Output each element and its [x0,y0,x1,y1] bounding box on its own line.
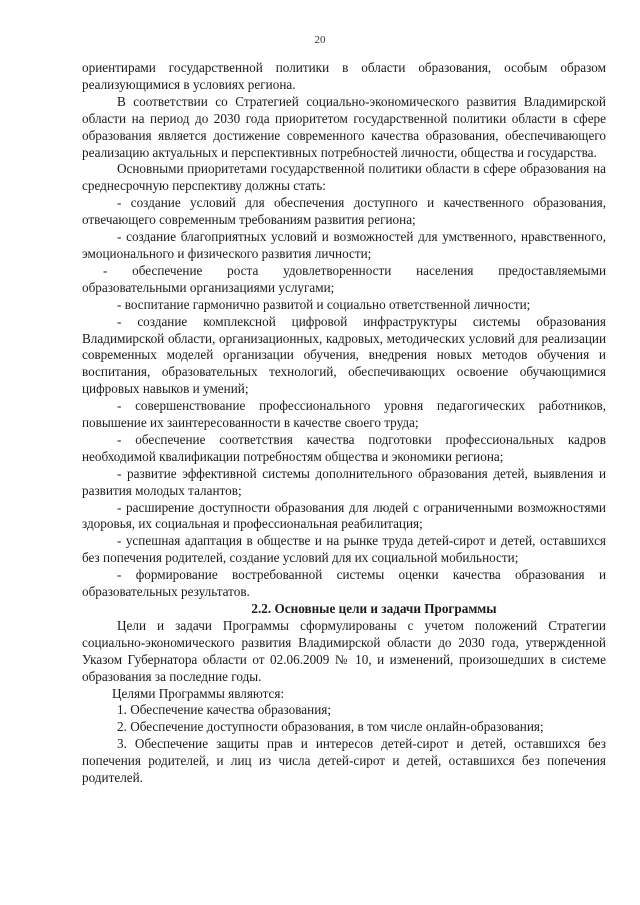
list-item-priority: - формирование востребованной системы оценки качества образования и образовательных результатов. [82,567,606,600]
page-number: 20 [314,34,326,46]
list-item-goal: 3. Обеспечение защиты прав и интересов детей-сирот и детей, оставшихся без попечения родителей, и лиц из числа детей-сирот и детей, оставшихся без попечения родителей. [82,736,606,786]
list-item-goal: 1. Обеспечение качества образования; [117,702,332,718]
list-item-priority: - обеспечение соответствия качества подготовки профессиональных кадров необходимой квалификации потребностям общества и экономики региона; [82,431,606,464]
paragraph-strategy-priority: В соответствии со Стратегией социально-экономического развития Владимирской области на период до 2030 года приоритетом государственной политики области в сфере образования является достижение современного качества образования, обеспечивающего реализацию актуальных и перспективных потребностей личности, общества и государства. [82,93,606,160]
paragraph-goals-basis: Цели и задачи Программы сформулированы с учетом положений Стратегии социально-экономического развития Владимирской области до 2030 года, утвержденной Указом Губернатора области от 02.06.2009 № 10, и изменений, произошедших в системе образования за последние годы. [82,617,606,684]
list-item-priority: - создание условий для обеспечения доступного и качественного образования, отвечающего современным требованиям развития региона; [82,195,606,228]
list-item-priority: - обеспечение роста удовлетворенности населения предоставляемыми образовательными организациями услугами; [82,262,606,295]
paragraph-priorities-intro: Основными приоритетами государственной политики области в сфере образования на среднесрочную перспективу должны стать: [82,161,606,194]
paragraph-continuation: ориентирами государственной политики в области образования, особым образом реализующимися в условиях региона. [82,60,606,92]
document-body [82,60,606,787]
list-item-priority: - создание благоприятных условий и возможностей для умственного, нравственного, эмоционального и физического развития личности; [82,229,606,261]
list-item-goal: 2. Обеспечение доступности образования, в том числе онлайн-образования; [117,719,544,735]
list-item-priority: - расширение доступности образования для людей с ограниченными возможностями здоровья, их социальная и профессиональная реабилитация; [82,499,606,532]
list-item-priority: - успешная адаптация в обществе и на рынке труда детей-сирот и детей, оставшихся без попечения родителей, создание условий для их социальной мобильности; [82,533,606,566]
list-item-priority: - совершенствование профессионального уровня педагогических работников, повышение их заинтересованности в качестве своего труда; [82,398,606,431]
list-item-priority: - воспитание гармонично развитой и социально ответственной личности; [117,296,531,312]
paragraph-goals-intro: Целями Программы являются: [112,685,285,701]
list-item-priority: - создание комплексной цифровой инфраструктуры системы образования Владимирской области, организационных, кадровых, методических условий для реализации современных моделей организации обучения, внедрения новых методов обучения и воспитания, образовательных технологий, обеспечивающих освоение обучающимися цифровых навыков и умений; [82,313,606,397]
section-heading: 2.2. Основные цели и задачи Программы [251,601,497,616]
list-item-priority: - развитие эффективной системы дополнительного образования детей, выявления и развития молодых талантов; [82,465,606,498]
